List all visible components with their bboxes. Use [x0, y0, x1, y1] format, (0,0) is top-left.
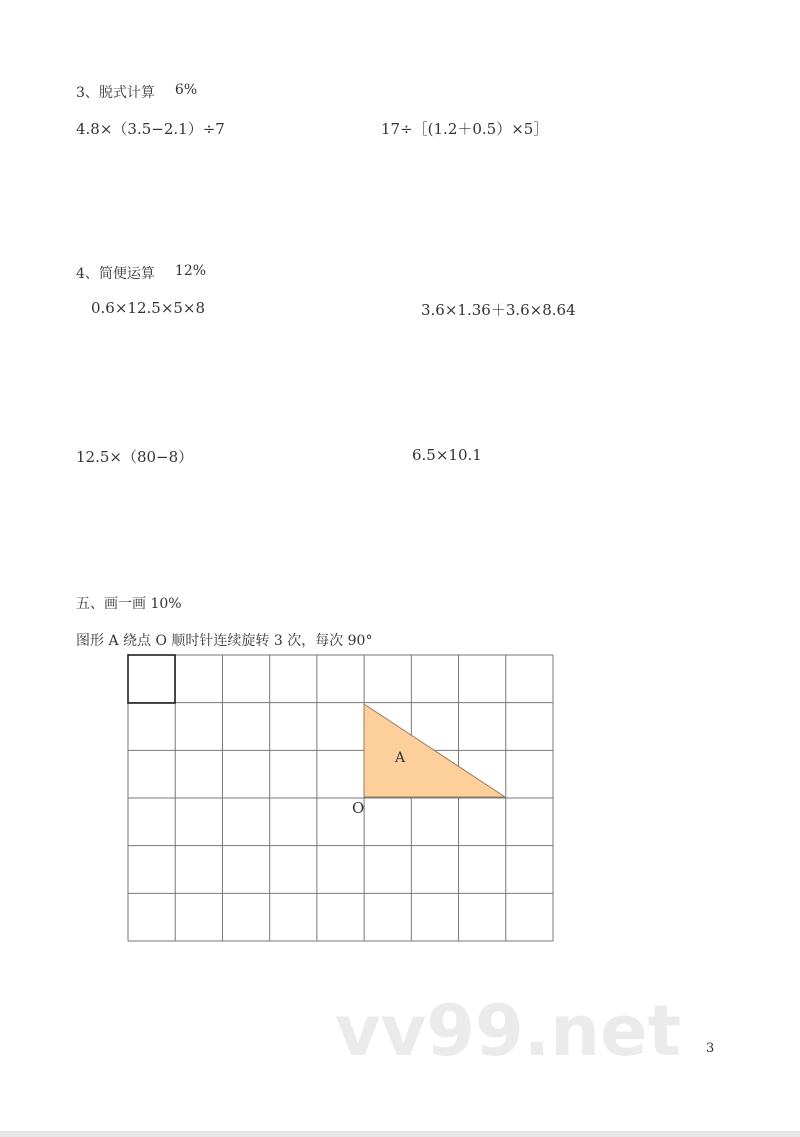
watermark: vv99.net [335, 990, 682, 1072]
section4-title: 4、简便运算 [76, 266, 155, 282]
problem: 3.6×1.36＋3.6×8.64 [421, 301, 576, 319]
unit-square [128, 655, 175, 703]
section4-score: 12% [174, 263, 207, 279]
section5-title: 五、画一画 10% [76, 596, 182, 612]
shape-label: A [395, 750, 406, 766]
grid-lines [128, 655, 553, 941]
section3-title: 3、脱式计算 [76, 85, 155, 101]
page-edge [0, 1131, 800, 1137]
problem: 4.8×（3.5−2.1）÷7 [76, 120, 225, 138]
problem: 12.5×（80−8） [76, 448, 194, 466]
section5-instruction: 图形 A 绕点 O 顺时针连续旋转 3 次，每次 90° [76, 633, 373, 649]
point-o-label: O [352, 799, 365, 817]
problem: 17÷［(1.2＋0.5）×5］ [381, 120, 549, 138]
section3-score: 6% [174, 82, 198, 98]
problem: 6.5×10.1 [412, 446, 482, 464]
page-number: 3 [706, 1041, 715, 1056]
problem: 0.6×12.5×5×8 [91, 299, 206, 317]
